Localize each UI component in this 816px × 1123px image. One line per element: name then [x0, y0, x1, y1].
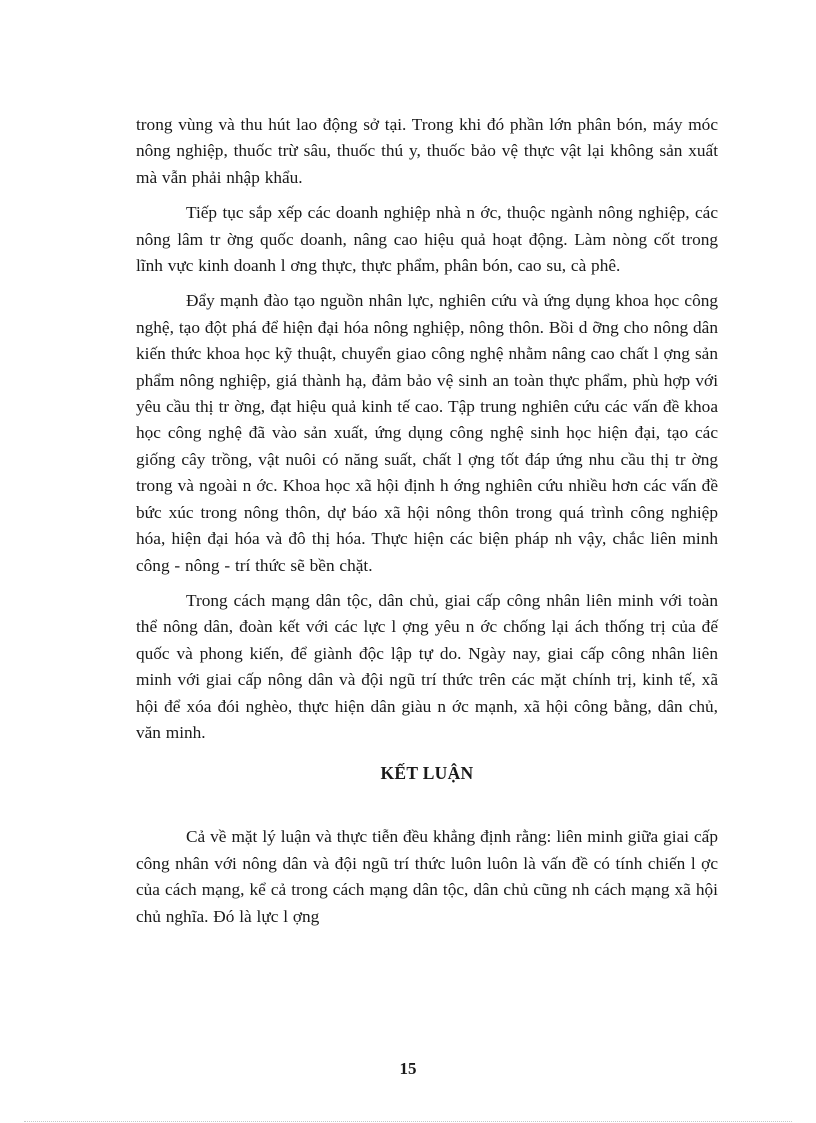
section-heading-conclusion: KẾT LUẬN	[380, 763, 474, 784]
paragraph-enterprises: Tiếp tục sắp xếp các doanh nghiệp nhà n ớc, thuộc ngành nông nghiệp, các nông lâm tr ờng quốc doanh, nâng cao hiệu quả hoạt động. Làm nòng cốt trong lĩnh vực kinh doanh l ơng thực, thực phẩm, phân bón, cao su, cà phê.	[136, 203, 718, 276]
paragraph-training-research: Đẩy mạnh đào tạo nguồn nhân lực, nghiên cứu và ứng dụng khoa học công nghệ, tạo đột phá để hiện đại hóa nông nghiệp, nông thôn. Bồi d ỡng cho nông dân kiến thức khoa học kỹ thuật, chuyển giao công nghệ nhằm nâng cao chất l ợng sản phẩm nông nghiệp, giá thành hạ, đảm bảo vệ sinh an toàn thực phẩm, phù hợp với yêu cầu thị tr ờng, đạt hiệu quả kinh tế cao. Tập trung nghiên cứu các vấn đề khoa học công nghệ đã vào sản xuất, ứng dụng công nghệ sinh học hiện đại, tạo các giống cây trồng, vật nuôi có năng suất, chất l ợng tốt đáp ứng nhu cầu thị tr ờng trong và ngoài n ớc. Khoa học xã hội định h ớng nghiên cứu nhiều hơn các vấn đề bức xúc trong nông thôn, dự báo xã hội nông thôn trong quá trình công nghiệp hóa, hiện đại hóa và đô thị hóa. Thực hiện các biện pháp nh vậy, chắc liên minh công - nông - trí thức sẽ bền chặt.	[136, 291, 718, 575]
paragraph-conclusion: Cả về mặt lý luận và thực tiễn đều khẳng định rằng: liên minh giữa giai cấp công nhân với nông dân và đội ngũ trí thức luôn luôn là vấn đề có tính chiến l ợc của cách mạng, kể cả trong cách mạng dân tộc, dân chủ cũng nh cách mạng xã hội chủ nghĩa. Đó là lực l ợng	[136, 827, 718, 926]
paragraph-continuation: trong vùng và thu hút lao động sở tại. Trong khi đó phần lớn phân bón, máy móc nông nghiệp, thuốc trừ sâu, thuốc thú y, thuốc bảo vệ thực vật lại không sản xuất mà vẫn phải nhập khẩu.	[136, 115, 718, 187]
paragraph-revolution-alliance: Trong cách mạng dân tộc, dân chủ, giai cấp công nhân liên minh với toàn thể nông dân, đoàn kết với các lực l ợng yêu n ớc chống lại ách thống trị của đế quốc và phong kiến, để giành độc lập tự do. Ngày nay, giai cấp công nhân liên minh với giai cấp nông dân và đội ngũ trí thức trên các mặt chính trị, kinh tế, xã hội để xóa đói nghèo, thực hiện dân giàu n ớc mạnh, xã hội công bằng, dân chủ, văn minh.	[136, 590, 718, 742]
document-body	[136, 112, 718, 939]
footer-divider	[24, 1121, 792, 1122]
page-number: 15	[399, 1059, 417, 1078]
